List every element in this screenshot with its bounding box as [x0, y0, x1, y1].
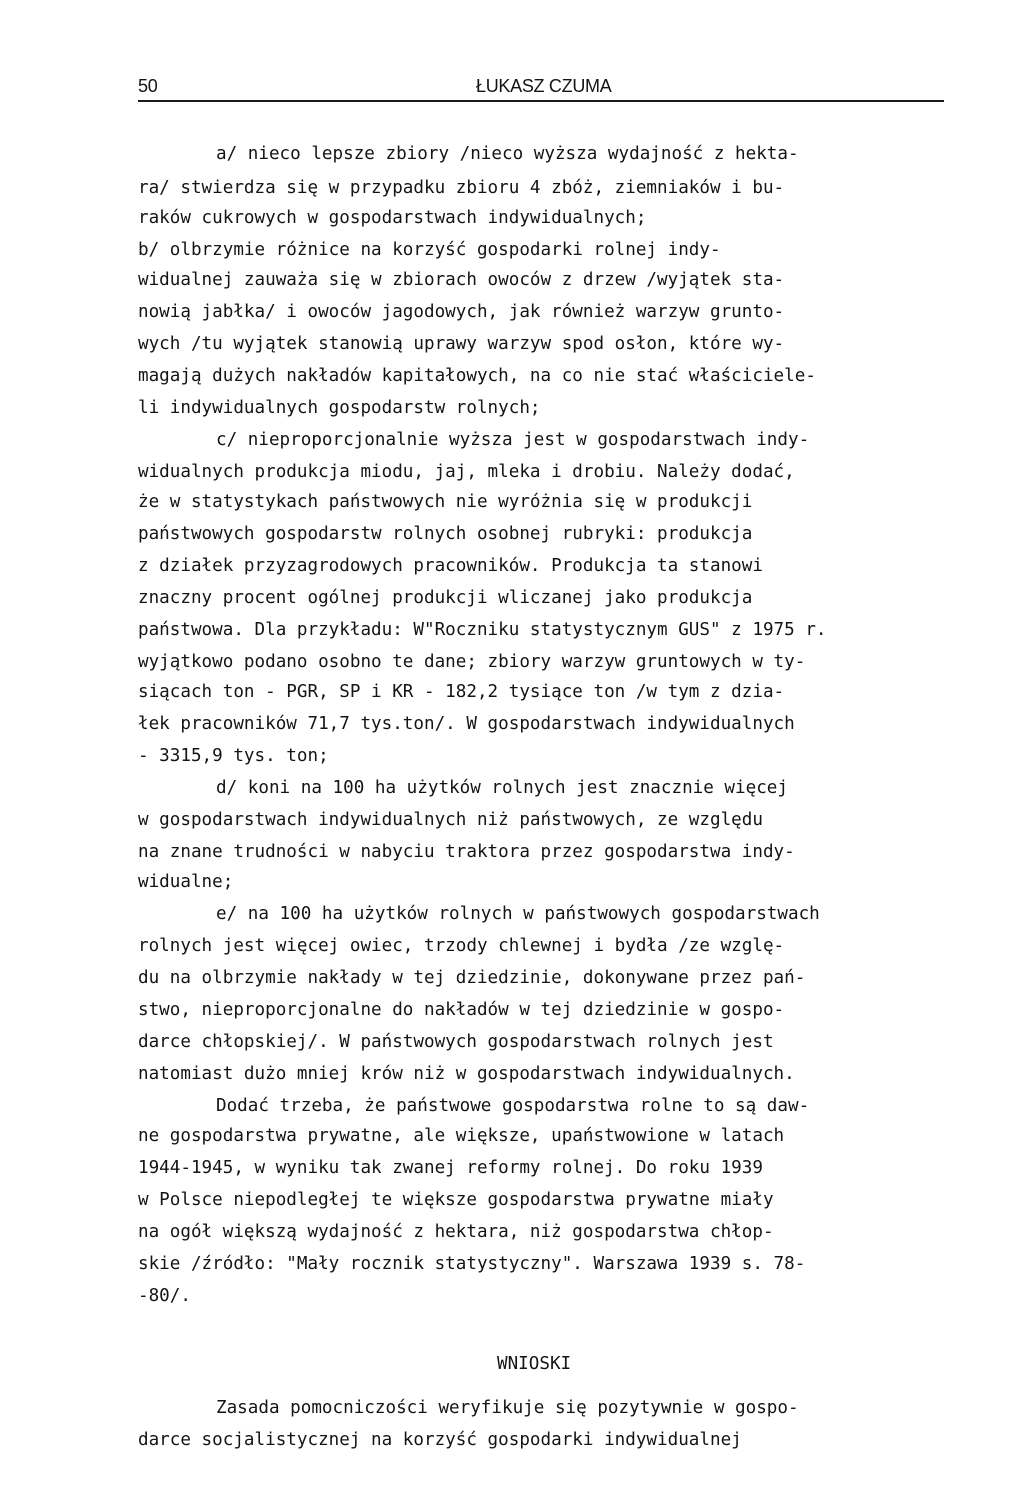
text-line: du na olbrzymie nakłady w tej dziedzinie, dokonywane przez pań- [138, 968, 806, 988]
text-line: -80/. [138, 1286, 191, 1306]
page-header [138, 74, 944, 102]
text-line: na ogół większą wydajność z hektara, niż gospodarstwa chłop- [138, 1222, 774, 1242]
text-line: widualnej zauważa się w zbiorach owoców z drzew /wyjątek sta- [138, 270, 785, 290]
text-line: d/ koni na 100 ha użytków rolnych jest znacznie więcej [216, 778, 788, 798]
text-line: siącach ton - PGR, SP i KR - 182,2 tysiące ton /w tym z dzia- [138, 682, 785, 702]
text-line: wych /tu wyjątek stanowią uprawy warzyw spod osłon, które wy- [138, 334, 785, 354]
text-line: c/ nieproporcjonalnie wyższa jest w gospodarstwach indy- [216, 430, 810, 450]
text-line: natomiast dużo mniej krów niż w gospodarstwach indywidualnych. [138, 1064, 795, 1084]
text-line: na znane trudności w nabyciu traktora przez gospodarstwa indy- [138, 842, 795, 862]
text-line: b/ olbrzymie różnice na korzyść gospodarki rolnej indy- [138, 240, 721, 260]
running-head: ŁUKASZ CZUMA [476, 76, 612, 96]
text-line: nowią jabłka/ i owoców jagodowych, jak również warzyw grunto- [138, 302, 785, 322]
text-line: z działek przyzagrodowych pracowników. Produkcja ta stanowi [138, 556, 763, 576]
text-line: łek pracowników 71,7 tys.ton/. W gospodarstwach indywidualnych [138, 714, 795, 734]
text-line: w Polsce niepodległej te większe gospodarstwa prywatne miały [138, 1190, 774, 1210]
page-number: 50 [138, 76, 158, 96]
text-line: darce chłopskiej/. W państwowych gospodarstwach rolnych jest [138, 1032, 774, 1052]
text-line: a/ nieco lepsze zbiory /nieco wyższa wydajność z hekta- [216, 144, 799, 164]
text-line: magają dużych nakładów kapitałowych, na co nie stać właściciele- [138, 366, 816, 386]
text-line: darce socjalistycznej na korzyść gospodarki indywidualnej [138, 1430, 742, 1450]
text-line: skie /źródło: "Mały rocznik statystyczny". Warszawa 1939 s. 78- [138, 1254, 806, 1274]
text-line: rolnych jest więcej owiec, trzody chlewnej i bydła /ze wzglę- [138, 936, 785, 956]
text-line: ra/ stwierdza się w przypadku zbioru 4 zbóż, ziemniaków i bu- [138, 178, 785, 198]
text-line: e/ na 100 ha użytków rolnych w państwowych gospodarstwach [216, 904, 820, 924]
text-line: ne gospodarstwa prywatne, ale większe, upaństwowione w latach [138, 1126, 785, 1146]
text-line: li indywidualnych gospodarstw rolnych; [138, 398, 541, 418]
text-line: Dodać trzeba, że państwowe gospodarstwa rolne to są daw- [216, 1096, 810, 1116]
text-line: widualnych produkcja miodu, jaj, mleka i drobiu. Należy dodać, [138, 462, 795, 482]
text-line: że w statystykach państwowych nie wyróżnia się w produkcji [138, 492, 753, 512]
text-line: znaczny procent ogólnej produkcji wliczanej jako produkcja [138, 588, 753, 608]
text-line: widualne; [138, 872, 234, 892]
text-line: Zasada pomocniczości weryfikuje się pozytywnie w gospo- [216, 1398, 799, 1418]
text-line: wyjątkowo podano osobno te dane; zbiory warzyw gruntowych w ty- [138, 652, 806, 672]
text-line: państwowa. Dla przykładu: W"Roczniku statystycznym GUS" z 1975 r. [138, 620, 827, 640]
text-line: 1944-1945, w wyniku tak zwanej reformy rolnej. Do roku 1939 [138, 1158, 763, 1178]
section-heading: WNIOSKI [497, 1354, 572, 1374]
text-line: - 3315,9 tys. ton; [138, 746, 329, 766]
text-line: raków cukrowych w gospodarstwach indywidualnych; [138, 208, 647, 228]
text-line: państwowych gospodarstw rolnych osobnej rubryki: produkcja [138, 524, 753, 544]
text-line: w gospodarstwach indywidualnych niż państwowych, ze względu [138, 810, 763, 830]
text-line: stwo, nieproporcjonalne do nakładów w tej dziedzinie w gospo- [138, 1000, 785, 1020]
